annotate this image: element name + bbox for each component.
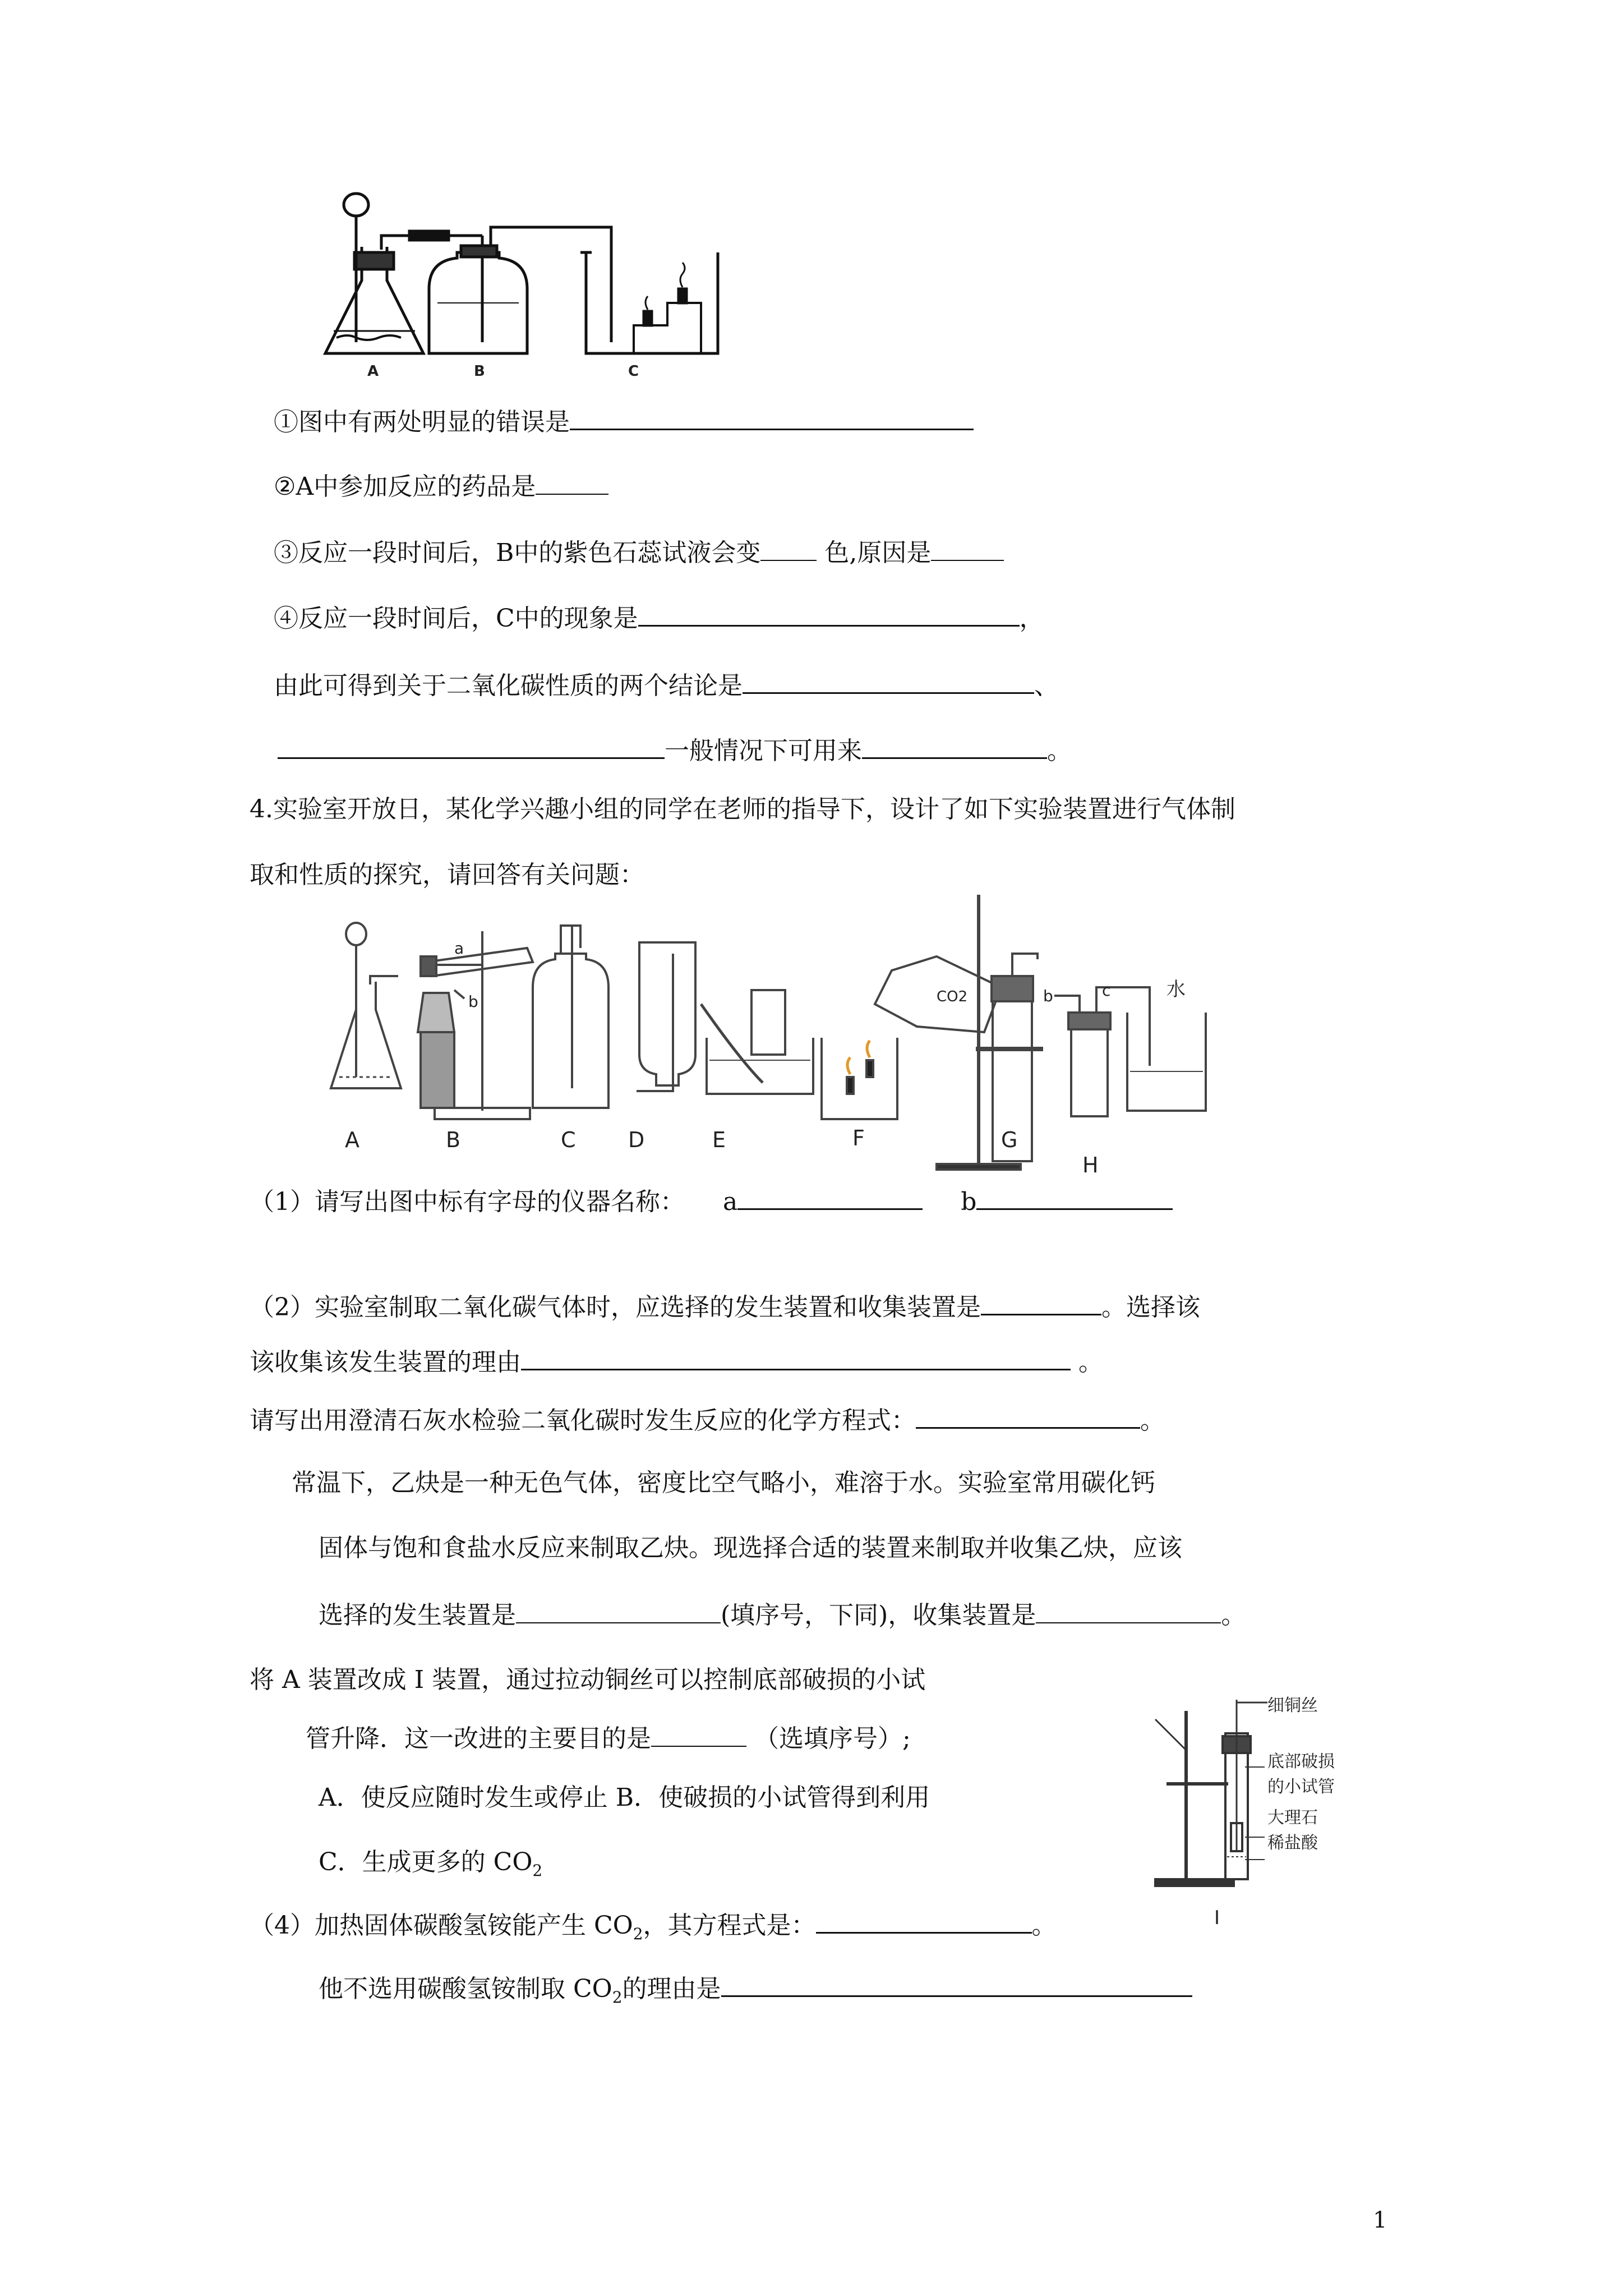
q4-part4-line1	[250, 1907, 1057, 1951]
figure3-label-tube1: 底部破损	[1267, 1752, 1335, 1772]
figure2-label-d: D	[628, 1128, 645, 1152]
q4-part4-line2	[319, 1971, 1192, 2014]
answer-blank-decomp-equation[interactable]	[816, 1907, 1032, 1934]
acetylene-line3	[319, 1598, 1246, 1632]
figure2-mark-b: b	[468, 992, 478, 1011]
answer-blank-purpose[interactable]	[651, 1721, 746, 1747]
acetylene-text3b: (填序号，下同)，收集装置是	[721, 1601, 1036, 1630]
figure3-label-marble: 大理石	[1267, 1808, 1318, 1828]
figure2-mark-a: a	[454, 939, 464, 958]
q4-part1	[250, 1184, 1173, 1219]
figure2-label-b: B	[446, 1128, 461, 1152]
apparatus-figure-a-to-h	[314, 892, 1352, 1177]
option-a: A．使反应随时发生或停止	[319, 1783, 608, 1812]
q4-part2-text2-end: 。	[1078, 1348, 1103, 1377]
figure3-label-acid: 稀盐酸	[1267, 1833, 1318, 1853]
figure2-label-f: F	[852, 1126, 865, 1151]
answer-blank-reject-reason[interactable]	[721, 1971, 1192, 1997]
answer-blank-gen-apparatus[interactable]	[516, 1598, 721, 1623]
q3-line5-text: 由此可得到关于二氧化碳性质的两个结论是	[274, 671, 743, 700]
page-number: 1	[1373, 2207, 1387, 2233]
figure1-label-b: B	[474, 363, 485, 380]
q4-part2-text3: 请写出用澄清石灰水检验二氧化碳时发生反应的化学方程式：	[250, 1406, 916, 1435]
acetylene-line1: 常温下，乙炔是一种无色气体，密度比空气略小，难溶于水。实验室常用碳化钙	[292, 1469, 1155, 1497]
figure2-label-a: A	[345, 1128, 359, 1152]
answer-blank-color[interactable]	[760, 535, 817, 561]
q4-part2-text1: （2）实验室制取二氧化碳气体时，应选择的发生装置和收集装置是	[250, 1293, 981, 1322]
figure1-label-a: A	[367, 363, 379, 380]
q3-line3-text-b: 色,原因是	[824, 539, 932, 567]
figure3-caption: I	[1214, 1907, 1220, 1929]
q4-part2-line1	[250, 1289, 1200, 1324]
q3-line3	[274, 535, 1004, 570]
q3-line6-mid: 一般情况下可用来	[665, 737, 862, 765]
q3-line4-text: ④反应一段时间后，C中的现象是	[274, 604, 638, 633]
q4-part2-text1-end: 。选择该	[1101, 1293, 1200, 1322]
modify-line1: 将 A 装置改成 I 装置，通过拉动铜丝可以控制底部破损的小试	[250, 1665, 926, 1694]
answer-blank-phenomenon[interactable]	[638, 600, 1020, 627]
q4-part2-text3-end: 。	[1140, 1406, 1165, 1435]
options-line-ab	[319, 1781, 930, 1815]
q4-part2-line2	[250, 1344, 1103, 1379]
figure3-label-tube2: 的小试管	[1267, 1777, 1335, 1797]
q3-line3-text-a: ③反应一段时间后，B中的紫色石蕊试液会变	[274, 539, 761, 567]
q3-line1-text: ①图中有两处明显的错误是	[274, 408, 570, 436]
figure2-h-c: c	[1102, 981, 1111, 1000]
q4-part4-sub1: 2	[633, 1924, 643, 1943]
figure1-label-c: C	[628, 363, 639, 380]
modify-text2b: （选填序号）;	[754, 1724, 911, 1753]
answer-blank-reason-choice[interactable]	[521, 1344, 1071, 1370]
answer-blank-apparatus[interactable]	[981, 1289, 1101, 1315]
q3-line2-text: ②A中参加反应的药品是	[274, 472, 536, 501]
q3-line6	[278, 733, 1072, 768]
figure2-h-b: b	[1043, 987, 1053, 1005]
options-line-c	[319, 1846, 542, 1888]
figure2-co2-label: CO2	[937, 988, 968, 1005]
q4-part1-a-label: a	[723, 1188, 738, 1216]
answer-blank-conclusion2[interactable]	[278, 733, 665, 759]
acetylene-text3a: 选择的发生装置是	[319, 1601, 516, 1630]
option-c-sub: 2	[532, 1861, 543, 1880]
modify-line2	[306, 1721, 911, 1756]
q4-part1-text: （1）请写出图中标有字母的仪器名称：	[250, 1188, 685, 1216]
q4-part4-text1a: （4）加热固体碳酸氢铵能产生 CO	[250, 1911, 633, 1940]
q3-line2	[274, 469, 608, 504]
q4-part2-text2: 该收集该发生装置的理由	[250, 1348, 521, 1377]
q3-line4	[274, 600, 1044, 636]
q3-line4-end: ，	[1019, 604, 1044, 633]
answer-blank-errors[interactable]	[570, 404, 974, 430]
q4-part4-sub2: 2	[612, 1987, 623, 2007]
answer-blank-reagents[interactable]	[536, 469, 608, 495]
acetylene-text3-end: 。	[1221, 1601, 1246, 1630]
q3-line5	[274, 668, 1059, 703]
answer-blank-collect-apparatus[interactable]	[1036, 1598, 1221, 1623]
figure2-label-c: C	[561, 1128, 576, 1152]
apparatus-figure-i	[1144, 1694, 1380, 1935]
q3-line5-end: 、	[1034, 671, 1059, 700]
answer-blank-use[interactable]	[862, 733, 1047, 759]
q4-part4-text2b: 的理由是	[622, 1975, 721, 2003]
answer-blank-equation[interactable]	[916, 1402, 1140, 1429]
figure2-label-e: E	[712, 1128, 726, 1152]
q3-line6-end: 。	[1047, 737, 1072, 765]
q3-line1	[274, 404, 974, 439]
q4-intro-line2: 取和性质的探究，请回答有关问题：	[250, 861, 644, 889]
q4-intro-line1: 4.实验室开放日，某化学兴趣小组的同学在老师的指导下，设计了如下实验装置进行气体制	[250, 795, 1235, 823]
q4-part4-text2a: 他不选用碳酸氢铵制取 CO	[319, 1975, 612, 2003]
modify-text2a: 管升降．这一改进的主要目的是	[306, 1724, 651, 1753]
figure2-label-h: H	[1082, 1153, 1099, 1177]
option-b: B．使破损的小试管得到利用	[615, 1783, 930, 1812]
answer-blank-reason[interactable]	[931, 535, 1004, 561]
q4-part4-text1-end: 。	[1031, 1911, 1057, 1940]
answer-blank-conclusion1[interactable]	[743, 668, 1034, 694]
figure3-label-wire: 细铜丝	[1267, 1696, 1318, 1715]
answer-blank-instrument-b[interactable]	[976, 1184, 1173, 1210]
q4-part4-text1b: ，其方程式是：	[643, 1911, 816, 1940]
q4-part1-b-label: b	[961, 1188, 977, 1216]
figure2-h-water: 水	[1166, 978, 1186, 1001]
answer-blank-instrument-a[interactable]	[737, 1184, 923, 1210]
apparatus-figure-abc	[314, 191, 763, 380]
option-c: C．生成更多的 CO	[319, 1848, 533, 1876]
acetylene-line2: 固体与饱和食盐水反应来制取乙炔。现选择合适的装置来制取并收集乙炔，应该	[319, 1534, 1182, 1562]
q4-part2-line3	[250, 1402, 1165, 1438]
figure2-label-g: G	[1001, 1128, 1018, 1152]
